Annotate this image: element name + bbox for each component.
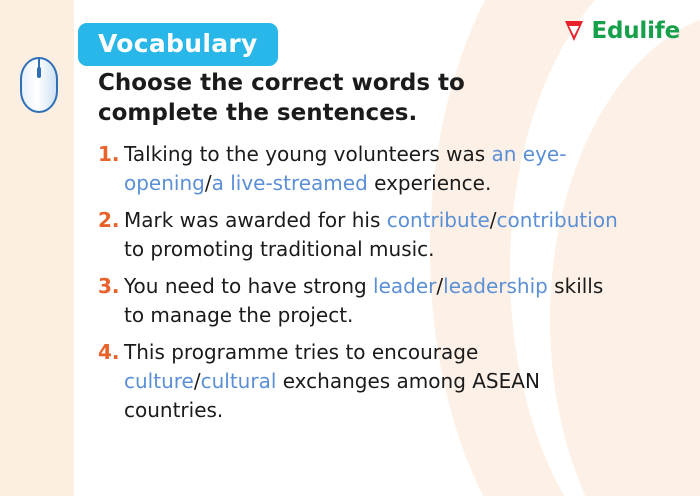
question-item: [98, 338, 618, 425]
question-item: [98, 272, 618, 330]
question-text: [124, 272, 618, 330]
question-text: [124, 140, 618, 198]
sentence-text: skills to manage the project.: [124, 274, 604, 327]
section-label-vocabulary: Vocabulary: [78, 23, 278, 66]
mouse-icon-wheel: [37, 67, 41, 78]
answer-option[interactable]: contribution: [496, 208, 618, 232]
answer-option[interactable]: a live-streamed: [211, 171, 368, 195]
answer-option[interactable]: leader: [373, 274, 437, 298]
answer-option[interactable]: leadership: [443, 274, 548, 298]
answer-option[interactable]: contribute: [386, 208, 490, 232]
question-text: [124, 338, 618, 425]
question-number: 1.: [98, 142, 120, 166]
option-separator: /: [436, 274, 444, 298]
mouse-icon: [20, 57, 58, 113]
sentence-text: Mark was awarded for his: [124, 208, 387, 232]
sentence-text: This programme tries to encourage: [124, 340, 479, 364]
question-number: 4.: [98, 340, 120, 364]
question-list: [98, 140, 618, 433]
sentence-text: exchanges among ASEAN countries.: [124, 369, 540, 422]
option-separator: /: [489, 208, 497, 232]
triangle-flag-icon: [563, 19, 585, 43]
question-number: 2.: [98, 208, 120, 232]
sentence-text: Talking to the young volunteers was: [124, 142, 492, 166]
question-item: [98, 140, 618, 198]
question-item: [98, 206, 618, 264]
sentence-text: experience.: [367, 171, 492, 195]
answer-option[interactable]: culture: [124, 369, 194, 393]
brand-logo-text: Edulife: [591, 18, 680, 44]
sentence-text: to promoting traditional music.: [124, 237, 435, 261]
question-text: [124, 206, 618, 264]
option-separator: /: [204, 171, 212, 195]
question-number: 3.: [98, 274, 120, 298]
instruction-text: Choose the correct words to complete the sentences.: [98, 70, 465, 127]
sentence-text: You need to have strong: [124, 274, 374, 298]
brand-logo: [563, 18, 680, 44]
option-separator: /: [193, 369, 201, 393]
answer-option[interactable]: cultural: [200, 369, 277, 393]
answer-option[interactable]: an eye-opening: [124, 142, 567, 195]
